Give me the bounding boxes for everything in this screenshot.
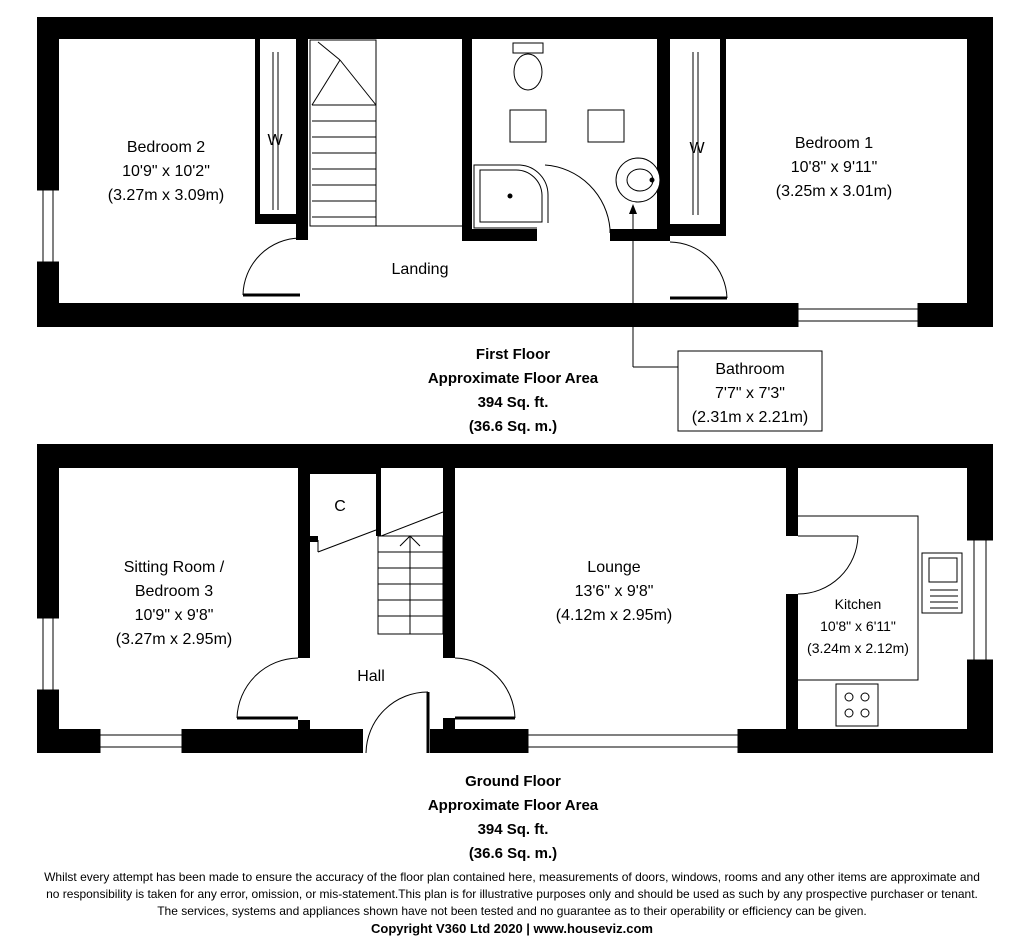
bedroom1-name: Bedroom 1 [794, 135, 874, 152]
toilet-cistern [513, 43, 543, 53]
ff-left-wall [37, 17, 59, 327]
first-floor-area-label: Approximate Floor Area [427, 370, 599, 387]
ground-floor-area-label: Approximate Floor Area [427, 797, 599, 814]
lounge-imperial: 13'6" x 9'8" [574, 583, 654, 600]
ff-right-wall [967, 17, 993, 327]
sitting-imperial: 10'9" x 9'8" [134, 607, 214, 624]
bedroom2-metric: (3.27m x 3.09m) [107, 187, 225, 204]
ff-wall-bed2-stairs [296, 39, 308, 224]
gf-sitting-window [100, 729, 182, 753]
lounge-name: Lounge [587, 559, 641, 576]
gf-wall-sitting-hall [298, 468, 310, 658]
kitchen-hob [836, 684, 878, 726]
ground-floor-title: Ground Floor [465, 773, 561, 790]
gf-left-wall [37, 444, 59, 753]
ff-left-window [37, 190, 59, 262]
first-floor-area-sqm: (36.6 Sq. m.) [468, 418, 558, 435]
lounge-door-arc [455, 658, 515, 718]
disclaimer-line2: no responsibility is taken for any error, omission, or mis-statement.This plan is for illustrative purposes only and should be used as such by any prospective purchaser or tenant. [46, 887, 978, 901]
kitchen-door-arc [798, 536, 858, 594]
ff-staircase [310, 40, 462, 226]
first-floor-area-sqft: 394 Sq. ft. [477, 394, 549, 411]
sitting-metric: (3.27m x 2.95m) [115, 631, 233, 648]
lounge-metric: (4.12m x 2.95m) [555, 607, 673, 624]
front-door-arc [366, 692, 428, 753]
disclaimer-line3: The services, systems and appliances shown have not been tested and no guarantee as to their operability or efficiency can be given. [157, 904, 867, 918]
disclaimer-line1: Whilst every attempt has been made to ensure the accuracy of the floor plan contained here, measurements of doors, windows, rooms and any other items are approximate and [44, 870, 980, 884]
bathroom-fixtures [474, 43, 660, 228]
copyright: Copyright V360 Ltd 2020 | www.houseviz.com [370, 921, 654, 936]
sitting-door-arc [237, 658, 298, 718]
ff-bottom-window [798, 303, 918, 327]
first-floor-plan [37, 17, 993, 435]
bedroom2-imperial: 10'9" x 10'2" [122, 163, 210, 180]
sitting-name-line1: Sitting Room / [123, 559, 225, 576]
toilet-bowl [514, 54, 542, 90]
bathroom-metric: (2.31m x 2.21m) [691, 409, 809, 426]
gf-lounge-window [528, 729, 738, 753]
bedroom1-imperial: 10'8" x 9'11" [790, 159, 878, 176]
sitting-name-line2: Bedroom 3 [134, 583, 214, 600]
bathroom-imperial: 7'7" x 7'3" [715, 385, 785, 402]
gf-left-window [37, 618, 59, 690]
gf-wall-hall-lounge [443, 468, 455, 658]
ground-floor-plan [37, 444, 993, 862]
hall-label: Hall [357, 668, 385, 685]
bath-mat-right [588, 110, 624, 142]
cupboard-label: C [334, 498, 346, 515]
ground-floor-area-sqft: 394 Sq. ft. [477, 821, 549, 838]
kitchen-name: Kitchen [834, 596, 882, 612]
gf-top-wall [37, 444, 993, 468]
gf-bottom-wall-left [37, 729, 363, 753]
bathroom-name: Bathroom [715, 361, 785, 378]
gf-staircase [378, 512, 443, 634]
bath-mat-left [510, 110, 546, 142]
gf-wall-lounge-kitchen [786, 468, 798, 536]
footer [44, 870, 980, 936]
gf-right-window [967, 540, 993, 660]
bedroom2-name: Bedroom 2 [126, 139, 206, 156]
bathroom-door-arc [545, 165, 610, 229]
bed1-door-arc [670, 242, 727, 298]
wardrobe-left-label: W [267, 132, 283, 149]
landing-label: Landing [391, 261, 449, 278]
kitchen-imperial: 10'8" x 6'11" [820, 618, 896, 634]
cupboard-door [318, 530, 376, 552]
first-floor-title: First Floor [475, 346, 551, 363]
shower-drain [508, 194, 512, 198]
bedroom1-metric: (3.25m x 3.01m) [775, 183, 893, 200]
bed2-door-arc [243, 238, 300, 295]
wardrobe-right-label: W [689, 140, 705, 157]
ff-top-wall [37, 17, 993, 39]
kitchen-metric: (3.24m x 2.12m) [807, 640, 909, 656]
ground-floor-area-sqm: (36.6 Sq. m.) [468, 845, 558, 862]
